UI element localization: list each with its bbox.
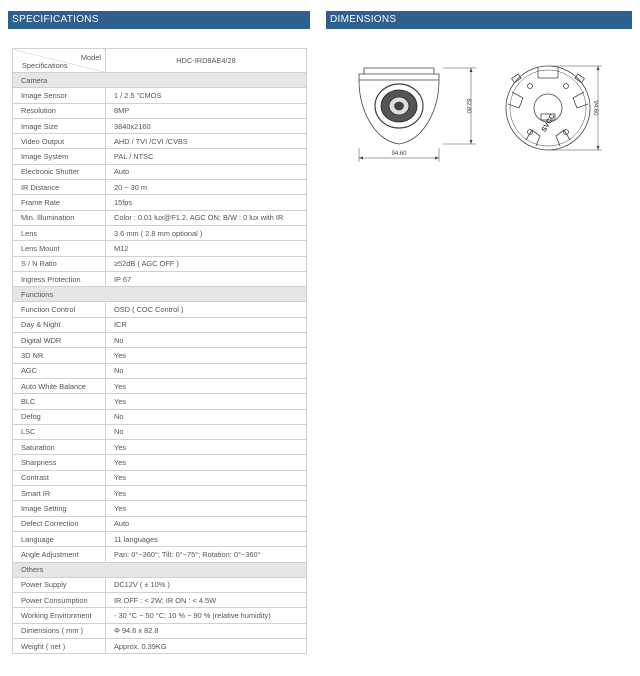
spec-label: Image Sensor [13, 88, 106, 103]
table-row [13, 164, 307, 179]
table-row [13, 424, 307, 439]
section-row [13, 73, 307, 88]
spec-label: Power Consumption [13, 593, 106, 608]
table-row [13, 317, 307, 332]
spec-value: Yes [106, 501, 307, 516]
spec-value: 11 languages [106, 531, 307, 546]
spec-label: IR Distance [13, 180, 106, 195]
spec-value: Φ 94.6 x 82.8 [106, 623, 307, 638]
table-row [13, 256, 307, 271]
spec-label: Lens Mount [13, 241, 106, 256]
spec-value: No [106, 363, 307, 378]
table-row [13, 302, 307, 317]
table-row [13, 516, 307, 531]
spec-label: Resolution [13, 103, 106, 118]
section-row [13, 562, 307, 577]
spec-value: Yes [106, 378, 307, 393]
spec-value: No [106, 409, 307, 424]
base-logo-text: SVCC [540, 113, 557, 134]
spec-value: PAL / NTSC [106, 149, 307, 164]
section-title: Others [13, 562, 307, 577]
table-row [13, 195, 307, 210]
spec-label: Angle Adjustment [13, 547, 106, 562]
spec-value: IR OFF : < 2W; IR ON : < 4.5W [106, 593, 307, 608]
spec-value: 3840x2160 [106, 118, 307, 133]
spec-value: Yes [106, 348, 307, 363]
spec-label: Power Supply [13, 577, 106, 592]
spec-label: Image System [13, 149, 106, 164]
table-row [13, 88, 307, 103]
spec-label: Min. Illumination [13, 210, 106, 225]
spec-label: Frame Rate [13, 195, 106, 210]
spec-value: 20 ~ 30 m [106, 180, 307, 195]
spec-value: 1 / 2.5 "CMOS [106, 88, 307, 103]
spec-value: IP 67 [106, 271, 307, 286]
spec-label: Defect Correction [13, 516, 106, 531]
spec-label: Weight ( net ) [13, 638, 106, 653]
table-row [13, 486, 307, 501]
table-row [13, 149, 307, 164]
spec-value: 8MP [106, 103, 307, 118]
spec-label: Ingress Protection [13, 271, 106, 286]
spec-label: LSC [13, 424, 106, 439]
spec-value: AHD / TVI /CVI /CVBS [106, 134, 307, 149]
spec-value: No [106, 333, 307, 348]
spec-value: M12 [106, 241, 307, 256]
spec-value: Yes [106, 470, 307, 485]
spec-value: Approx. 0.39KG [106, 638, 307, 653]
section-title: Functions [13, 287, 307, 302]
dimensions-header: DIMENSIONS [326, 11, 632, 29]
spec-value: - 30 °C ~ 50 °C; 10 % ~ 90 % (relative humidity) [106, 608, 307, 623]
table-row [13, 271, 307, 286]
table-row [13, 409, 307, 424]
camera-side-view [359, 68, 476, 162]
table-row [13, 225, 307, 240]
table-row [13, 531, 307, 546]
table-row [13, 394, 307, 409]
spec-label: Image Setting [13, 501, 106, 516]
spec-label: Contrast [13, 470, 106, 485]
spec-value: 3.6 mm ( 2.8 mm optional ) [106, 225, 307, 240]
spec-value: Yes [106, 440, 307, 455]
spec-label: Day & Night [13, 317, 106, 332]
table-row [13, 577, 307, 592]
dimensions-drawing [326, 40, 632, 170]
spec-value: ≥52dB ( AGC OFF ) [106, 256, 307, 271]
table-row [13, 440, 307, 455]
spec-value: DC12V ( ± 10% ) [106, 577, 307, 592]
spec-value: Pan: 0°~360°; Tilt: 0°~75°; Rotation: 0°~360° [106, 547, 307, 562]
table-row [13, 210, 307, 225]
spec-label: Digital WDR [13, 333, 106, 348]
table-row [13, 348, 307, 363]
specifications-label: Specifications [22, 61, 68, 70]
spec-label: Dimensions ( mm ) [13, 623, 106, 638]
spec-label: Working Environment [13, 608, 106, 623]
spec-label: S / N Ratio [13, 256, 106, 271]
header-diagonal-cell [13, 49, 106, 73]
spec-label: Saturation [13, 440, 106, 455]
table-row [13, 638, 307, 653]
table-row [13, 118, 307, 133]
spec-value: OSD ( COC Control ) [106, 302, 307, 317]
specifications-table [12, 48, 307, 654]
spec-label: Lens [13, 225, 106, 240]
spec-label: Sharpness [13, 455, 106, 470]
height-dimension-label: 82.80 [465, 98, 471, 114]
table-row [13, 501, 307, 516]
table-row [13, 547, 307, 562]
camera-base-view [506, 66, 602, 150]
model-label: Model [80, 53, 101, 62]
spec-label: BLC [13, 394, 106, 409]
spec-label: Video Output [13, 134, 106, 149]
section-row [13, 287, 307, 302]
table-row [13, 378, 307, 393]
spec-value: Yes [106, 394, 307, 409]
spec-value: Auto [106, 164, 307, 179]
spec-value: Yes [106, 455, 307, 470]
table-row [13, 593, 307, 608]
section-title: Camera [13, 73, 307, 88]
spec-label: Image Size [13, 118, 106, 133]
table-row [13, 103, 307, 118]
spec-label: Electronic Shutter [13, 164, 106, 179]
table-row [13, 470, 307, 485]
table-row [13, 333, 307, 348]
spec-label: Smart IR [13, 486, 106, 501]
spec-label: Language [13, 531, 106, 546]
table-row [13, 623, 307, 638]
spec-value: Color : 0.01 lux@F1.2, AGC ON; B/W : 0 lux with IR [106, 210, 307, 225]
spec-value: Yes [106, 486, 307, 501]
table-row [13, 134, 307, 149]
spec-value: ICR [106, 317, 307, 332]
table-row [13, 180, 307, 195]
spec-value: 15fps [106, 195, 307, 210]
base-dimension-label: 94.60 [592, 100, 598, 116]
spec-label: Defog [13, 409, 106, 424]
spec-value: Auto [106, 516, 307, 531]
specifications-header: SPECIFICATIONS [8, 11, 310, 29]
table-row [13, 455, 307, 470]
spec-value: No [106, 424, 307, 439]
table-header-row [13, 49, 307, 73]
spec-label: Function Control [13, 302, 106, 317]
table-row [13, 608, 307, 623]
model-value: HDC-IRD8AE4/28 [106, 49, 307, 73]
spec-label: AGC [13, 363, 106, 378]
spec-label: 3D NR [13, 348, 106, 363]
table-row [13, 241, 307, 256]
table-row [13, 363, 307, 378]
width-dimension-label: 94.60 [391, 151, 407, 157]
spec-label: Auto White Balance [13, 378, 106, 393]
